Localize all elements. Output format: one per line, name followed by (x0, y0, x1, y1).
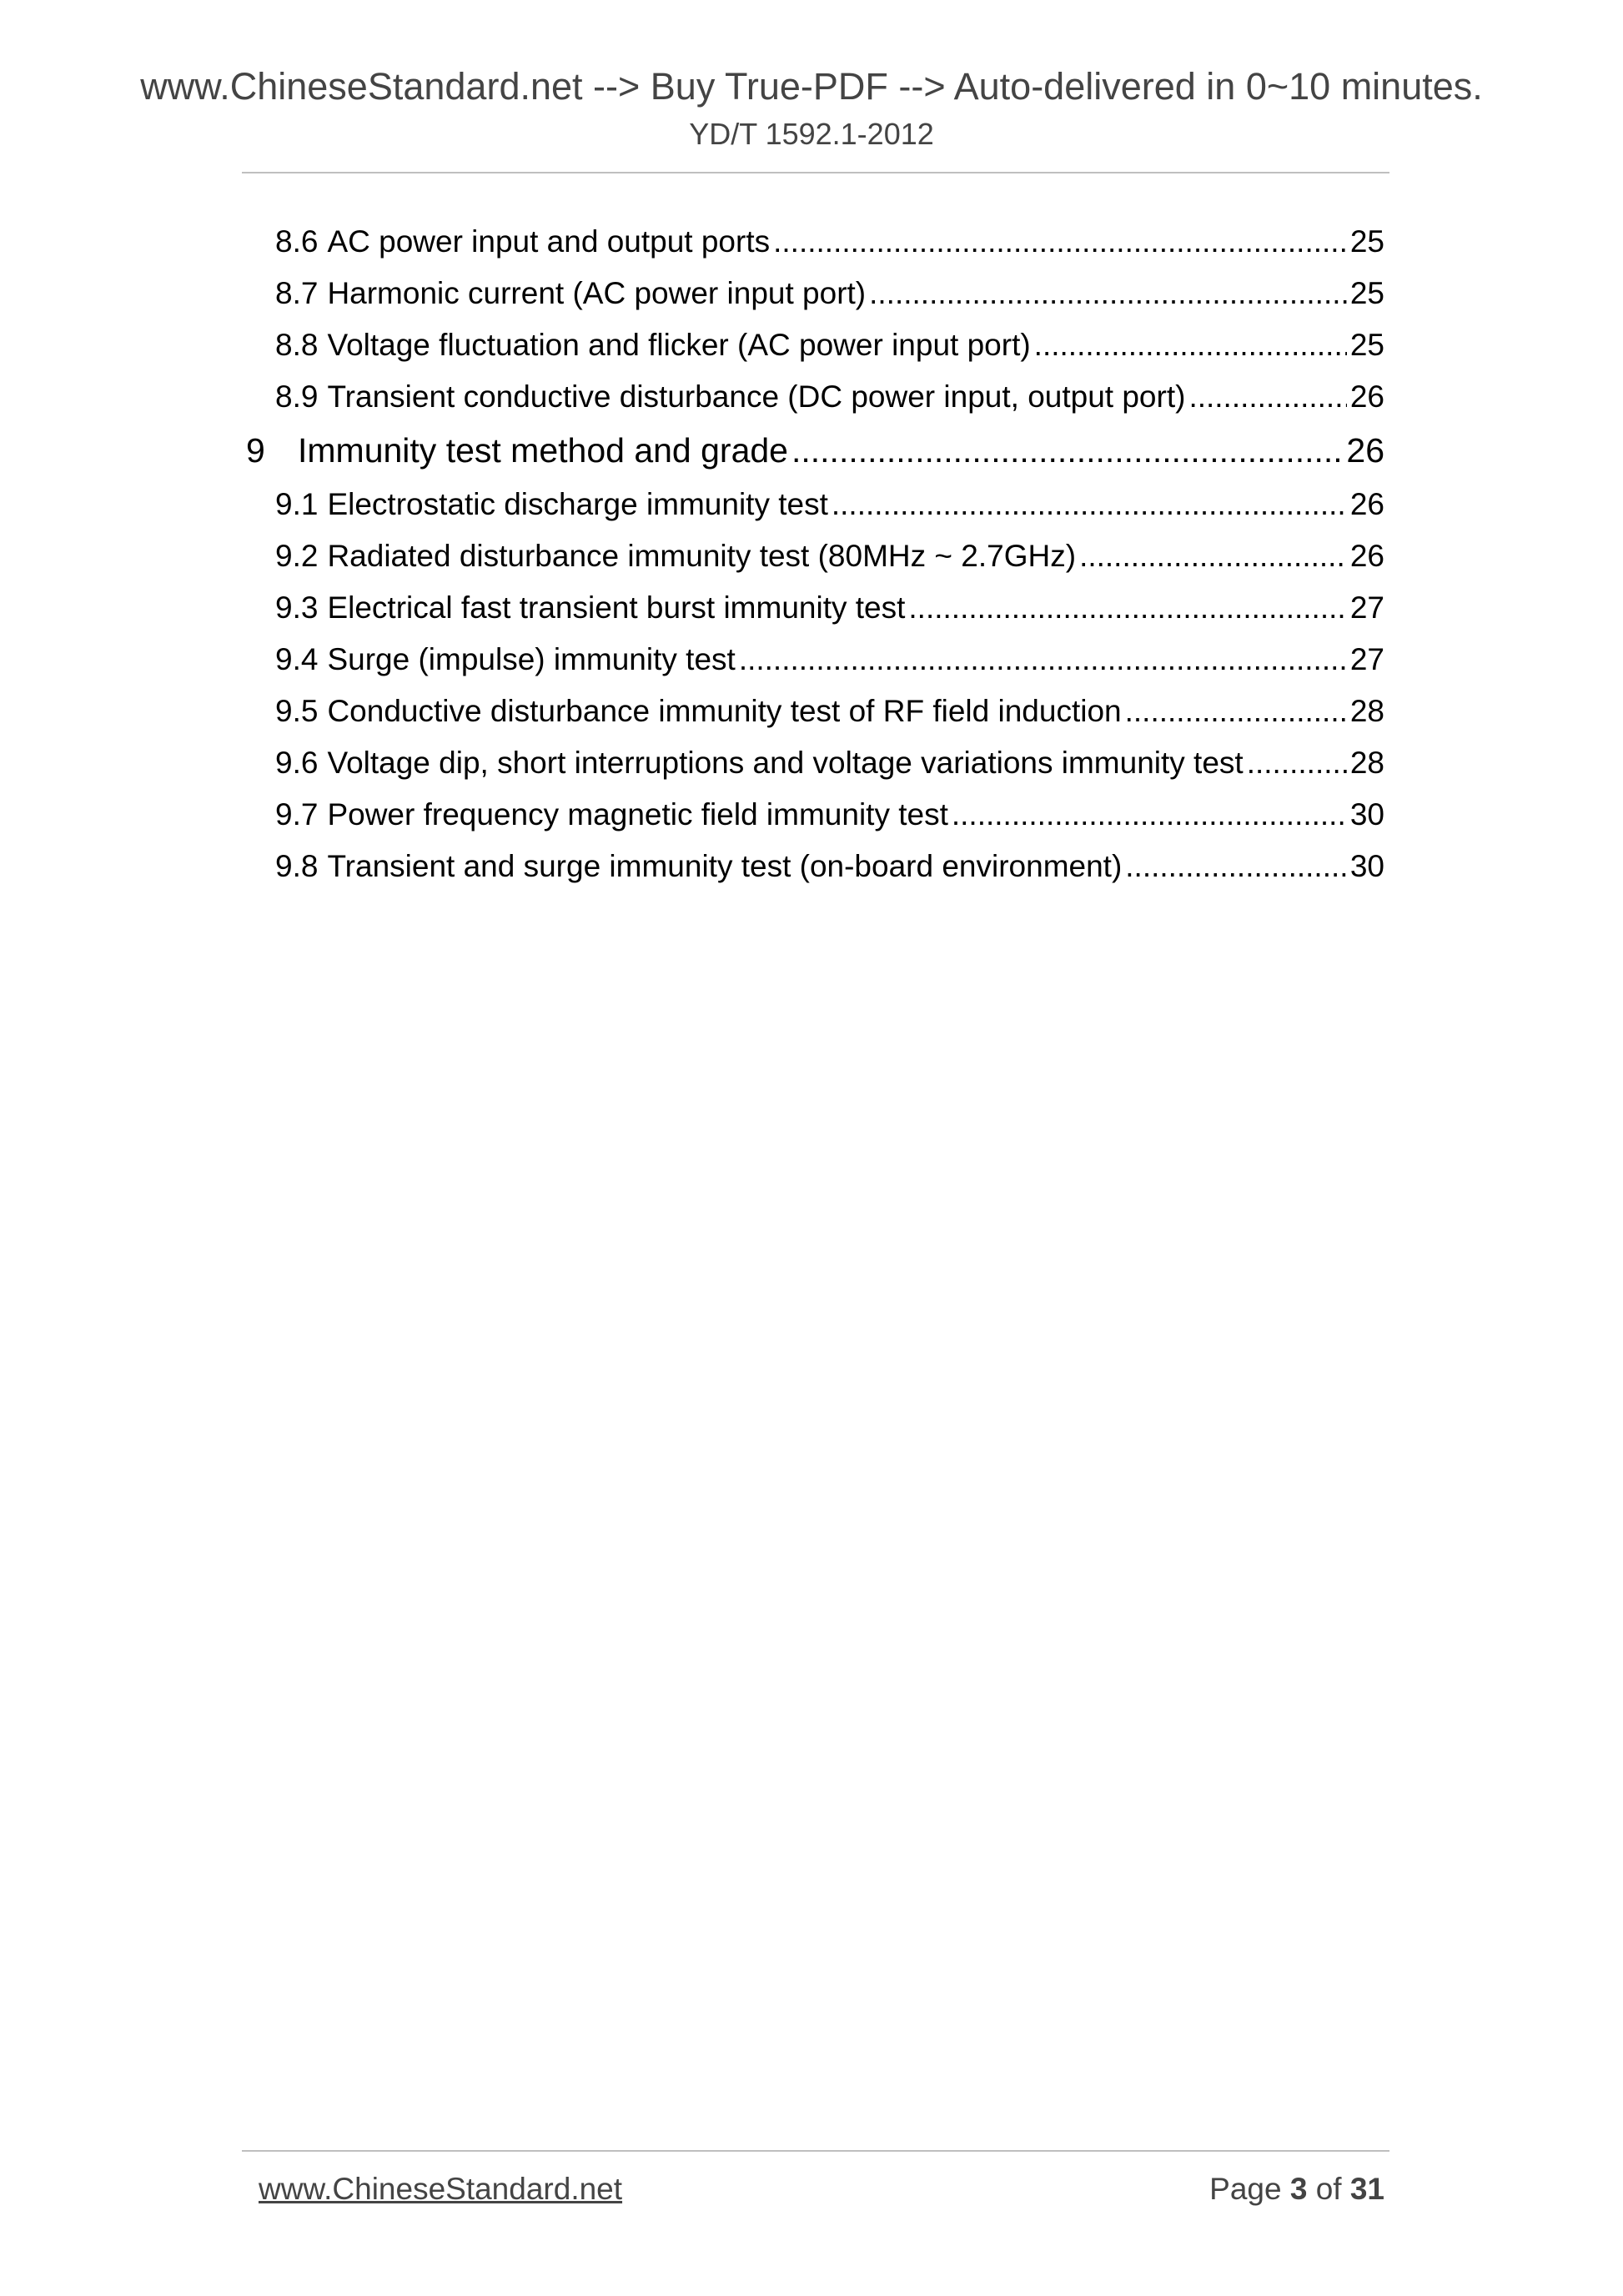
toc-number: 9 (246, 431, 265, 470)
toc-number: 9.7 (275, 797, 319, 831)
toc-page-number: 26 (1349, 379, 1384, 414)
toc-entry[interactable] (275, 587, 1384, 629)
toc-leader-dots (773, 221, 1347, 263)
footer-divider (242, 2150, 1389, 2152)
document-code: YD/T 1592.1-2012 (689, 117, 934, 151)
toc-leader-dots (791, 428, 1343, 473)
toc-page-number: 27 (1349, 642, 1384, 676)
toc-entry[interactable] (275, 273, 1384, 314)
toc-page-number: 30 (1349, 797, 1384, 831)
current-page-number: 3 (1289, 2172, 1308, 2206)
toc-number: 9.3 (275, 590, 319, 625)
toc-entry[interactable] (275, 221, 1384, 263)
toc-entry[interactable] (275, 794, 1384, 836)
toc-entry[interactable] (275, 742, 1384, 784)
toc-entry[interactable] (275, 691, 1384, 732)
toc-title: Surge (impulse) immunity test (327, 642, 736, 676)
toc-page-number: 30 (1349, 849, 1384, 883)
toc-number: 8.9 (275, 379, 319, 414)
toc-entry[interactable] (275, 376, 1384, 418)
toc-leader-dots (869, 273, 1347, 314)
page-indicator (1209, 2170, 1384, 2208)
toc-title: Transient and surge immunity test (on-board environment) (327, 849, 1123, 883)
toc-title: Electrostatic discharge immunity test (327, 487, 828, 521)
toc-entry[interactable] (275, 846, 1384, 887)
toc-leader-dots (1034, 324, 1347, 366)
toc-page-number: 28 (1349, 746, 1384, 780)
toc-number: 8.8 (275, 328, 319, 362)
toc-number: 8.6 (275, 224, 319, 259)
toc-page-number: 27 (1349, 590, 1384, 625)
toc-title: Electrical fast transient burst immunity test (327, 590, 906, 625)
toc-leader-dots (739, 639, 1347, 681)
toc-number: 9.8 (275, 849, 319, 883)
toc-page-number: 26 (1349, 487, 1384, 521)
header-banner: www.ChineseStandard.net --> Buy True-PDF --> Auto-delivered in 0~10 minutes. (140, 65, 1483, 108)
toc-number: 9.5 (275, 694, 319, 728)
toc-page-number: 28 (1349, 694, 1384, 728)
toc-title: Harmonic current (AC power input port) (327, 276, 867, 310)
toc-page-number: 25 (1349, 276, 1384, 310)
toc-entry[interactable] (275, 639, 1384, 681)
toc-title: Voltage fluctuation and flicker (AC power input port) (327, 328, 1031, 362)
toc-page-number: 25 (1349, 328, 1384, 362)
toc-title: Transient conductive disturbance (DC power input, output port) (327, 379, 1186, 414)
toc-number: 9.1 (275, 487, 319, 521)
toc-leader-dots (832, 484, 1347, 525)
total-page-count: 31 (1349, 2172, 1384, 2206)
toc-entry[interactable] (275, 484, 1384, 525)
toc-title: Radiated disturbance immunity test (80MHz ~ 2.7GHz) (327, 539, 1077, 573)
toc-leader-dots (952, 794, 1347, 836)
toc-number: 8.7 (275, 276, 319, 310)
toc-number: 9.4 (275, 642, 319, 676)
page-word: Page (1209, 2172, 1282, 2206)
toc-page-number: 25 (1349, 224, 1384, 259)
toc-title: AC power input and output ports (327, 224, 771, 259)
toc-number: 9.2 (275, 539, 319, 573)
toc-leader-dots (1125, 846, 1347, 887)
toc-title: Power frequency magnetic field immunity test (327, 797, 948, 831)
toc-leader-dots (1125, 691, 1347, 732)
toc-leader-dots (1079, 535, 1347, 577)
toc-number: 9.6 (275, 746, 319, 780)
toc-entry[interactable] (275, 535, 1384, 577)
toc-title: Immunity test method and grade (298, 431, 788, 470)
toc-title: Voltage dip, short interruptions and voltage variations immunity test (327, 746, 1244, 780)
toc-entry-chapter[interactable] (246, 428, 1384, 473)
footer-website-link[interactable]: www.ChineseStandard.net (259, 2172, 623, 2206)
toc-entry[interactable] (275, 324, 1384, 366)
page-of-word: of (1315, 2172, 1342, 2206)
toc-leader-dots (1247, 742, 1347, 784)
toc-page-number: 26 (1346, 431, 1384, 470)
toc-title: Conductive disturbance immunity test of RF field induction (327, 694, 1122, 728)
toc-leader-dots (908, 587, 1346, 629)
toc-leader-dots (1188, 376, 1346, 418)
toc-page-number: 26 (1349, 539, 1384, 573)
